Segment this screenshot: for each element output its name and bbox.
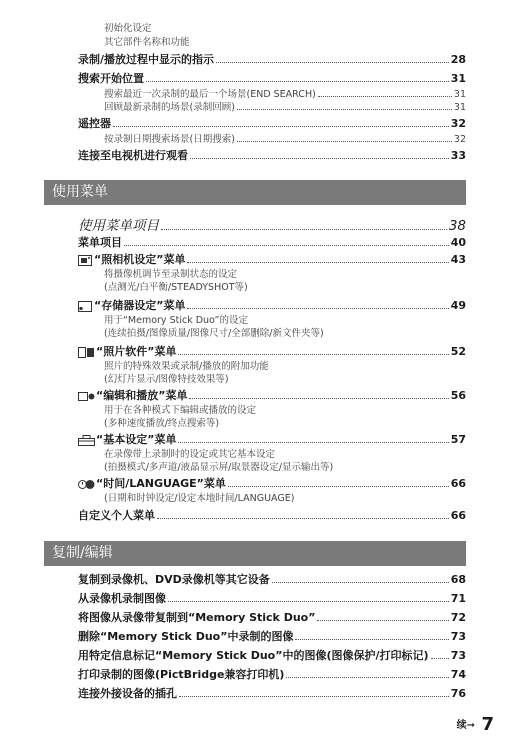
toc-entry[interactable]: “基本设定”菜单 57 — [96, 433, 466, 446]
toc-entry[interactable]: 打印录制的图像(PictBridge兼容打印机) 74 — [78, 668, 466, 681]
menu-desc: 在录像带上录制时的设定或其它基本设定 — [104, 449, 276, 460]
picture-app-icon — [78, 347, 95, 358]
toc-entry[interactable]: 连接外接设备的插孔 76 — [78, 687, 466, 700]
toc-subentry[interactable]: 回顾最新录制的场景(录制回顾) 31 — [104, 102, 466, 113]
menu-desc: (拍摄模式/多声道/液晶显示屏/取景器设定/显示输出等) — [104, 462, 334, 473]
memory-stick-icon — [78, 301, 92, 312]
menu-desc: (点测光/白平衡/STEADYSHOT等) — [104, 282, 248, 293]
toc-entry[interactable]: “存储器设定”菜单 49 — [94, 299, 466, 312]
toc-subentry[interactable]: 按录制日期搜索场景(日期搜索) 32 — [104, 134, 466, 145]
toc-entry[interactable]: 录制/播放过程中显示的指示 28 — [78, 53, 466, 66]
sub-item: 初始化设定 — [104, 23, 152, 34]
toc-entry[interactable]: 将图像从录像带复制到“Memory Stick Duo” 72 — [78, 611, 466, 624]
section-header: 使用菜单 — [44, 180, 466, 205]
camera-icon — [78, 255, 92, 266]
toc-heading[interactable]: 使用菜单项目 38 — [78, 218, 466, 234]
toc-entry[interactable]: 遥控器 32 — [78, 117, 466, 130]
menu-desc: 将摄像机调节至录制状态的设定 — [104, 269, 238, 280]
toc-entry[interactable]: 搜索开始位置 31 — [78, 72, 466, 85]
sub-item: 其它部件名称和功能 — [104, 37, 190, 48]
toc-entry[interactable]: “照相机设定”菜单 43 — [94, 253, 466, 266]
toc-entry[interactable]: 连接至电视机进行观看 33 — [78, 149, 466, 162]
menu-desc: (连续拍摄/图像质量/图像尺寸/全部删除/新文件夹等) — [104, 328, 324, 339]
toc-subentry[interactable]: 搜索最近一次录制的最后一个场景(END SEARCH) 31 — [104, 89, 466, 100]
toc-entry[interactable]: 从录像机录制图像 71 — [78, 592, 466, 605]
clock-globe-icon — [78, 479, 95, 490]
page-number: 7 — [481, 714, 494, 735]
menu-desc: (幻灯片显示/图像特技效果等) — [104, 374, 229, 385]
toc-entry[interactable]: 用特定信息标记“Memory Stick Duo”中的图像(图像保护/打印标记) 73 — [78, 649, 466, 662]
continued-marker[interactable]: 续➞ — [456, 720, 475, 731]
section-header: 复制/编辑 — [44, 541, 466, 566]
toc-entry[interactable]: 自定义个人菜单 66 — [78, 509, 466, 522]
menu-desc: 照片的特殊效果或录制/播放的附加功能 — [104, 361, 269, 372]
toc-entry[interactable]: 复制到录像机、DVD录像机等其它设备 68 — [78, 573, 466, 586]
toc-entry[interactable]: “照片软件”菜单 52 — [96, 345, 466, 358]
edit-play-icon — [78, 391, 95, 402]
toc-entry[interactable]: “编辑和播放”菜单 56 — [96, 389, 466, 402]
toc-entry[interactable]: 删除“Memory Stick Duo”中录制的图像 73 — [78, 630, 466, 643]
toc-entry[interactable]: “时间/LANGUAGE”菜单 66 — [96, 477, 466, 490]
menu-desc: (多种速度播放/终点搜索等) — [104, 418, 220, 429]
menu-desc: 用于“Memory Stick Duo”的设定 — [104, 315, 248, 326]
menu-desc: 用于在各种模式下编辑或播放的设定 — [104, 405, 257, 416]
menu-desc: (日期和时钟设定/设定本地时间/LANGUAGE) — [104, 493, 295, 504]
toolbox-icon — [78, 435, 95, 446]
toc-entry[interactable]: 菜单项目 40 — [78, 236, 466, 249]
